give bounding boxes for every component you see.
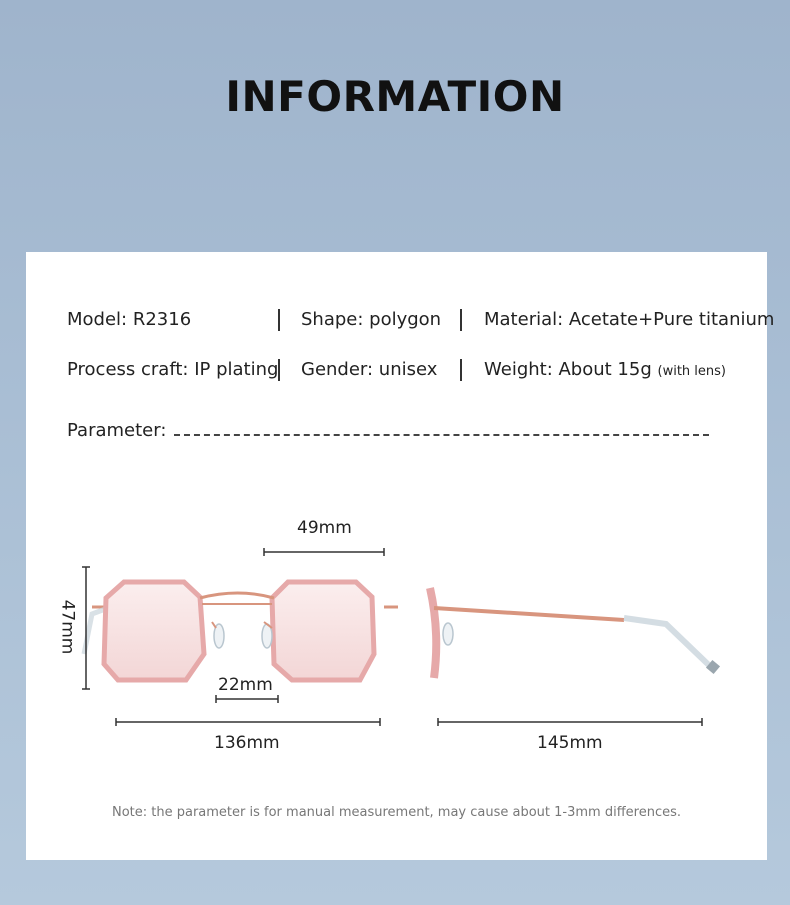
left-lens xyxy=(104,582,204,680)
spec-model: Model: R2316 xyxy=(67,309,192,330)
right-lens xyxy=(272,582,374,680)
page-title: INFORMATION xyxy=(225,72,565,121)
lens-width-label: 49mm xyxy=(297,518,352,538)
lens-height-label: 47mm xyxy=(57,599,78,655)
spec-material: Material: Acetate+Pure titanium xyxy=(484,309,775,330)
weight-note: (with lens) xyxy=(657,364,726,379)
weight-value: Weight: About 15g xyxy=(484,359,652,380)
bridge-label: 22mm xyxy=(218,675,273,695)
glasses-front-view xyxy=(82,548,398,726)
temple-length-label: 145mm xyxy=(537,733,603,753)
glasses-illustration xyxy=(26,252,767,860)
spec-gender: Gender: unisex xyxy=(301,359,438,380)
side-frame xyxy=(430,588,436,678)
glasses-side-view xyxy=(430,588,720,726)
spec-process: Process craft: IP plating xyxy=(67,359,279,380)
frame-width-label: 136mm xyxy=(214,733,280,753)
spec-shape: Shape: polygon xyxy=(301,309,442,330)
info-card xyxy=(26,252,775,860)
measurement-note: Note: the parameter is for manual measurement, may cause about 1-3mm differences. xyxy=(111,805,682,820)
parameter-label: Parameter: xyxy=(67,420,167,441)
